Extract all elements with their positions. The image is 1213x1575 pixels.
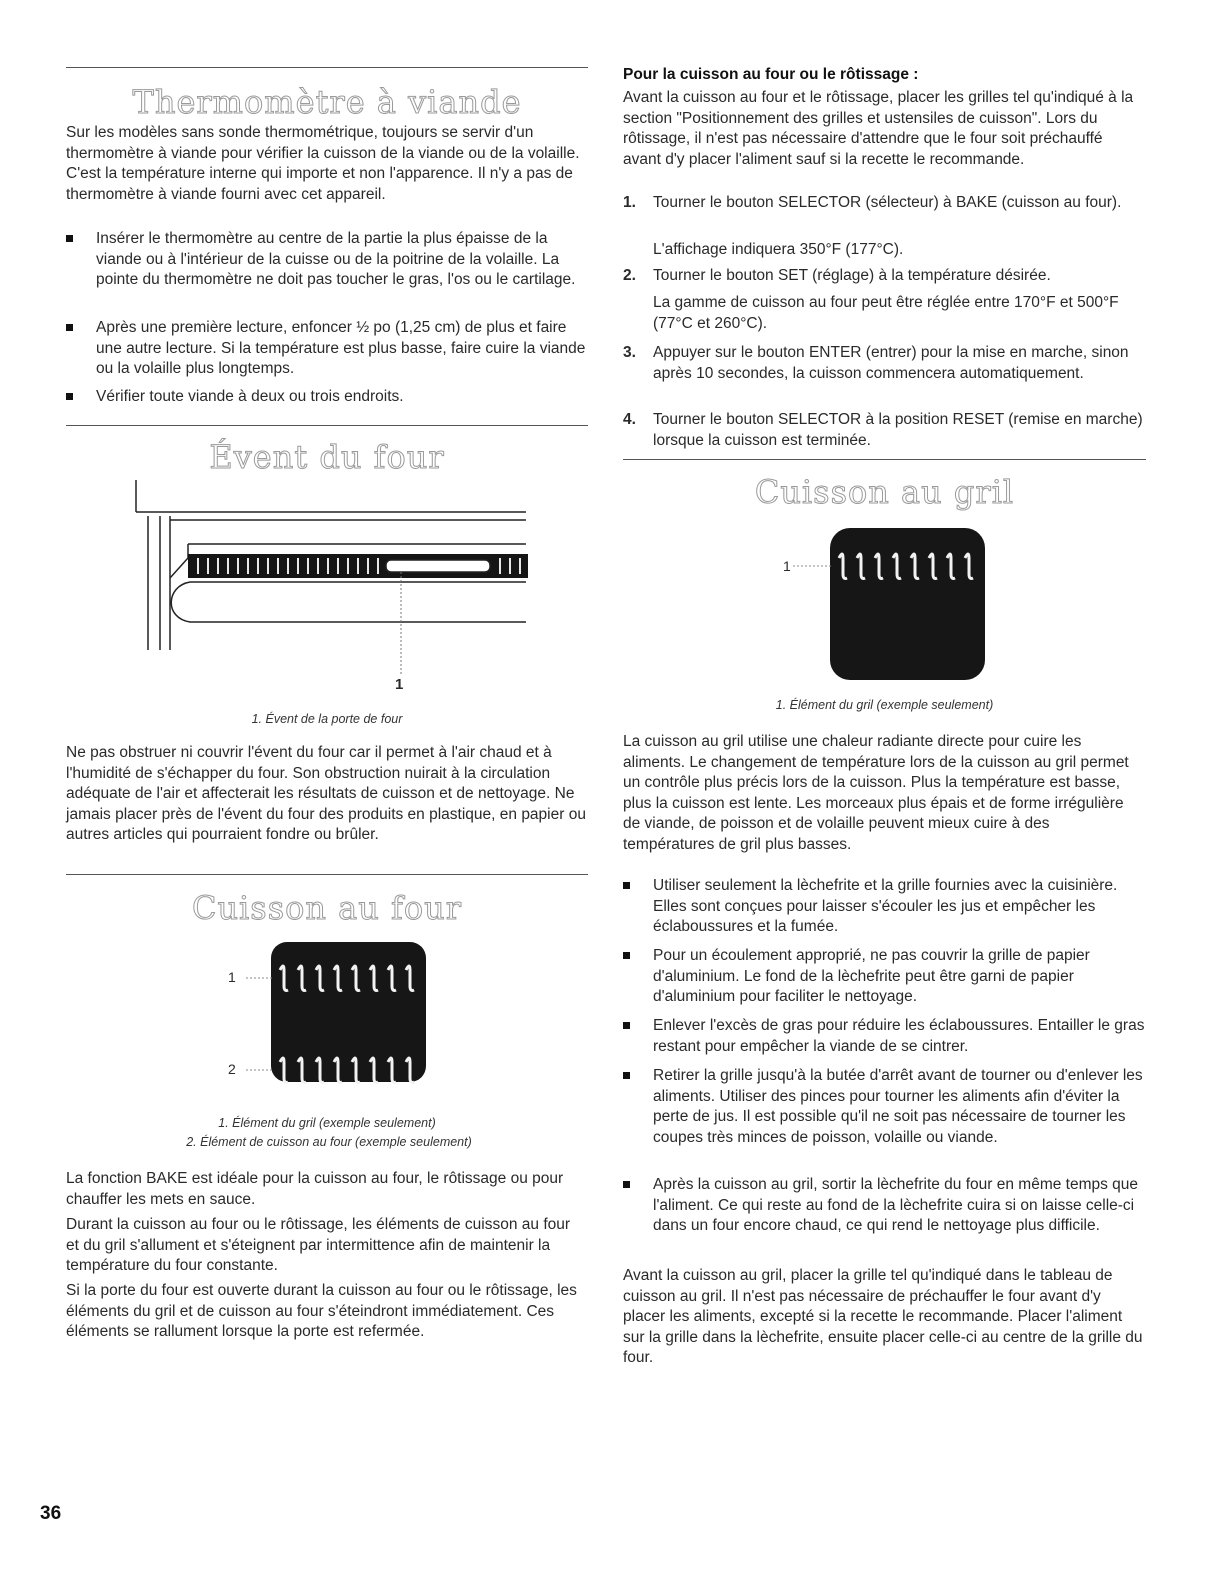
broiling-intro: La cuisson au gril utilise une chaleur radiante directe pour cuire les aliments. Le changement de température lors de la cuisson au gril permet un contrôle plus précis lors de la cuisson. Plus la température est basse, plus la cuisson est lente. Les morceaux plus épais et de forme irrégulière de viande, de poisson et de volaille peuvent mieux cuire à des températures de gril plus basses. <box>623 733 1129 853</box>
bullet-icon <box>66 324 73 331</box>
broil-element-illustration <box>623 528 1146 688</box>
figure-caption: 1. Évent de la porte de four <box>251 712 403 726</box>
baking-paragraph: Durant la cuisson au four ou le rôtissage, les éléments de cuisson au four et du gril s'allument et s'éteignent par intermittence afin de maintenir la température du four constante. <box>66 1216 571 1275</box>
roasting-intro: Avant la cuisson au four et le rôtissage, placer les grilles tel qu'indiqué à la section "Positionnement des grilles et ustensiles de cuisson". Lors du rôtissage, il n'est pas nécessaire d'attendre que le four soit préchauffé avant d'y placer l'aliment sauf si la recette le recommande. <box>623 89 1134 168</box>
list-item-text: Après une première lecture, enfoncer ½ po (1,25 cm) de plus et faire une autre lecture. Si la température est plus basse, faire cuire la viande ou la volaille plus longtemps. <box>96 319 586 378</box>
step-text: Tourner le bouton SET (réglage) à la température désirée. <box>653 267 1051 284</box>
bullet-icon <box>66 393 73 400</box>
step-number: 4. <box>623 411 636 428</box>
bullet-icon <box>623 952 630 959</box>
list-item-text: Utiliser seulement la lèchefrite et la grille fournies avec la cuisinière. Elles sont conçues pour laisser s'écouler les jus et empêcher les éclaboussures et la fumée. <box>653 877 1118 936</box>
section-divider <box>66 425 588 426</box>
oven-vent-illustration <box>66 480 588 700</box>
baking-paragraph: Si la porte du four est ouverte durant la cuisson au four ou le rôtissage, les éléments du gril et de cuisson au four s'éteindront immédiatement. Ces éléments se rallument lorsque la porte est refermée. <box>66 1282 577 1341</box>
oven-vent-body: Ne pas obstruer ni couvrir l'évent du four car il permet à l'air chaud et à l'humidité de s'échapper du four. Son obstruction nuirait à la circulation adéquate de l'air et affecterait les résultats de cuisson et de nettoyage. Ne jamais placer près de l'évent du four des produits en plastique, en papier ou autres articles qui pourraient fondre ou brûler. <box>66 744 586 844</box>
list-item-text: Après la cuisson au gril, sortir la lèchefrite du four en même temps que l'aliment. Ce qui reste au fond de la lèchefrite cuira si on laisse celle-ci dans un four encore chaud, ce qui rend le nettoyage plus difficile. <box>653 1176 1139 1235</box>
bullet-icon <box>623 1072 630 1079</box>
step-number: 2. <box>623 267 636 284</box>
thermometer-intro: Sur les modèles sans sonde thermométrique, toujours se servir d'un thermomètre à viande pour vérifier la cuisson de la viande ou de la volaille. C'est la température interne qui importe et non l'apparence. Il n'y a pas de thermomètre à viande fourni avec cet appareil. <box>66 124 580 203</box>
figure-caption: 1. Élément du gril (exemple seulement) <box>218 1116 436 1130</box>
bullet-icon <box>623 1181 630 1188</box>
baking-paragraph: La fonction BAKE est idéale pour la cuisson au four, le rôtissage ou pour chauffer les mets en sauce. <box>66 1170 564 1208</box>
section-divider <box>66 67 588 68</box>
step-number: 1. <box>623 194 636 211</box>
section-title-baking: Cuisson au four <box>191 889 463 927</box>
list-item-text: Insérer le thermomètre au centre de la partie la plus épaisse de la viande ou à l'intérieur de la cuisse ou de la poitrine de la volaille. La pointe du thermomètre ne doit pas toucher le gras, l'os ou le cartilage. <box>96 230 576 289</box>
broiling-outro: Avant la cuisson au gril, placer la grille tel qu'indiqué dans le tableau de cuisson au gril. Il n'est pas nécessaire de préchauffer le four avant d'y placer les aliments, excepté si la recette le recommande. Placer l'aliment sur la grille dans la lèchefrite, ensuite placer celle-ci au centre de la grille du four. <box>623 1267 1143 1367</box>
step-text: Appuyer sur le bouton ENTER (entrer) pour la mise en marche, sinon après 10 secondes, la cuisson commencera automatiquement. <box>653 344 1129 382</box>
list-item-text: Vérifier toute viande à deux ou trois endroits. <box>96 388 404 405</box>
section-title-oven-vent: Évent du four <box>209 438 445 476</box>
callout-number: 1 <box>783 558 791 574</box>
section-title-thermometer: Thermomètre à viande <box>132 83 522 121</box>
step-text: Tourner le bouton SELECTOR à la position RESET (remise en marche) lorsque la cuisson est terminée. <box>653 411 1143 449</box>
callout-number: 1 <box>395 676 404 693</box>
step-note: L'affichage indiquera 350°F (177°C). <box>653 241 904 258</box>
figure-caption: 1. Élément du gril (exemple seulement) <box>775 698 994 712</box>
figure-caption: 2. Élément de cuisson au four (exemple seulement) <box>186 1135 472 1149</box>
list-item-text: Enlever l'excès de gras pour réduire les éclaboussures. Entailler le gras restant pour empêcher la viande de se cintrer. <box>653 1017 1145 1055</box>
step-text: Tourner le bouton SELECTOR (sélecteur) à BAKE (cuisson au four). <box>653 194 1122 211</box>
baking-elements-illustration <box>66 940 588 1090</box>
subsection-heading: Pour la cuisson au four ou le rôtissage : <box>623 66 919 83</box>
callout-number: 1 <box>228 969 236 985</box>
section-title-broiling: Cuisson au gril <box>754 473 1015 511</box>
page-number: 36 <box>40 1503 62 1524</box>
section-divider <box>623 459 1146 460</box>
step-note: La gamme de cuisson au four peut être réglée entre 170°F et 500°F (77°C et 260°C). <box>653 294 1119 332</box>
bullet-icon <box>66 235 73 242</box>
step-number: 3. <box>623 344 636 361</box>
section-divider <box>66 874 588 875</box>
list-item-text: Retirer la grille jusqu'à la butée d'arrêt avant de tourner ou d'enlever les aliments. Utiliser des pinces pour tourner les aliments afin d'éviter la perte de jus. Il est possible qu'il ne soit pas nécessaire de tourner les coupes très minces de poisson, volaille ou viande. <box>653 1067 1143 1146</box>
callout-number: 2 <box>228 1061 236 1077</box>
bullet-icon <box>623 882 630 889</box>
bullet-icon <box>623 1022 630 1029</box>
list-item-text: Pour un écoulement approprié, ne pas couvrir la grille de papier d'aluminium. Le fond de la lèchefrite peut être garni de papier d'aluminium pour faciliter le nettoyage. <box>653 947 1090 1006</box>
